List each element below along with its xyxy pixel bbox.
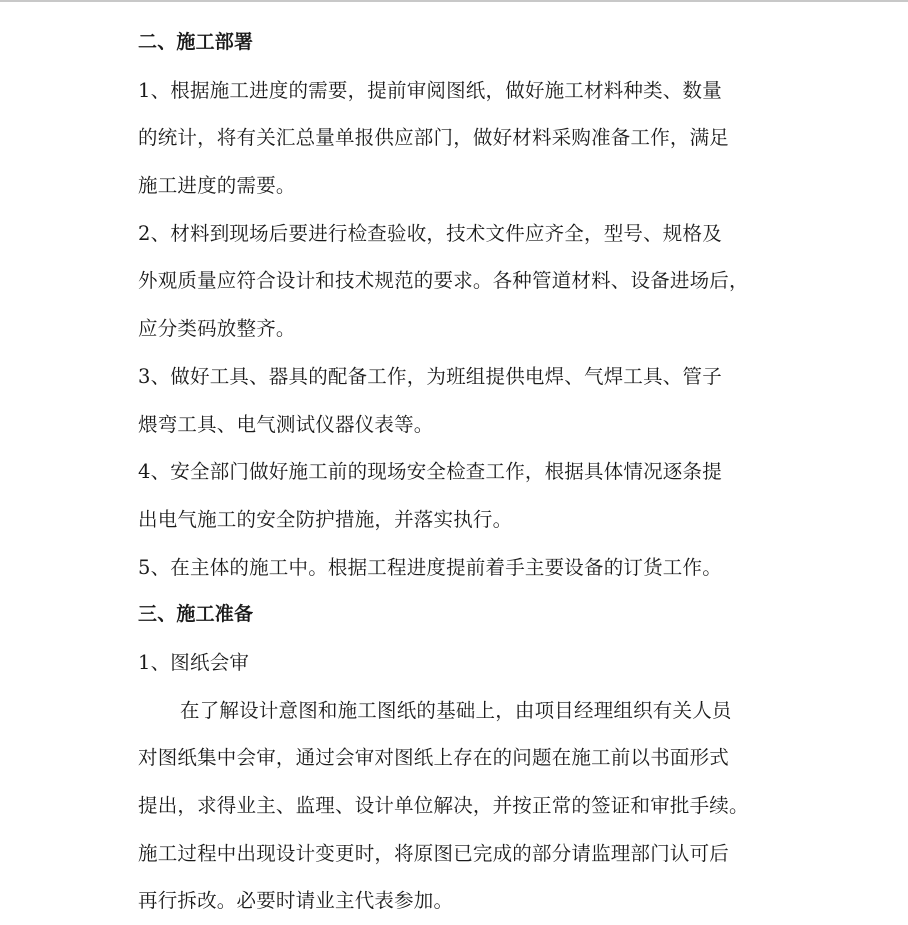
paragraph-line: 5、在主体的施工中。根据工程进度提前着手主要设备的订货工作。 bbox=[138, 555, 722, 579]
paragraph-line: 4、安全部门做好施工前的现场安全检查工作，根据具体情况逐条提 bbox=[138, 460, 722, 484]
paragraph-line: 在了解设计意图和施工图纸的基础上，由项目经理组织有关人员 bbox=[180, 698, 732, 722]
paragraph-line: 施工过程中出现设计变更时，将原图已完成的部分请监理部门认可后 bbox=[138, 841, 730, 865]
section-heading-deployment: 二、施工部署 bbox=[138, 31, 254, 53]
top-divider bbox=[0, 0, 908, 2]
paragraph-line: 1、根据施工进度的需要，提前审阅图纸，做好施工材料种类、数量 bbox=[138, 78, 722, 102]
subsection-heading: 1、图纸会审 bbox=[138, 650, 250, 674]
paragraph-line: 煨弯工具、电气测试仪器仪表等。 bbox=[138, 412, 434, 436]
paragraph-line: 施工进度的需要。 bbox=[138, 174, 296, 198]
document-page bbox=[138, 19, 778, 925]
paragraph-line: 出电气施工的安全防护措施，并落实执行。 bbox=[138, 507, 513, 531]
paragraph-line: 应分类码放整齐。 bbox=[138, 317, 296, 341]
paragraph-line: 对图纸集中会审，通过会审对图纸上存在的问题在施工前以书面形式 bbox=[138, 746, 730, 770]
paragraph-line: 的统计，将有关汇总量单报供应部门，做好材料采购准备工作，满足 bbox=[138, 126, 730, 150]
paragraph-line: 再行拆改。必要时请业主代表参加。 bbox=[138, 889, 454, 913]
paragraph-line: 提出，求得业主、监理、设计单位解决，并按正常的签证和审批手续。 bbox=[138, 794, 749, 817]
paragraph-line: 3、做好工具、器具的配备工作，为班组提供电焊、气焊工具、管子 bbox=[138, 364, 722, 388]
paragraph-line: 2、材料到现场后要进行检查验收，技术文件应齐全，型号、规格及 bbox=[138, 221, 722, 245]
paragraph-line: 外观质量应符合设计和技术规范的要求。各种管道材料、设备进场后， bbox=[138, 269, 749, 293]
section-heading-preparation: 三、施工准备 bbox=[138, 603, 254, 626]
